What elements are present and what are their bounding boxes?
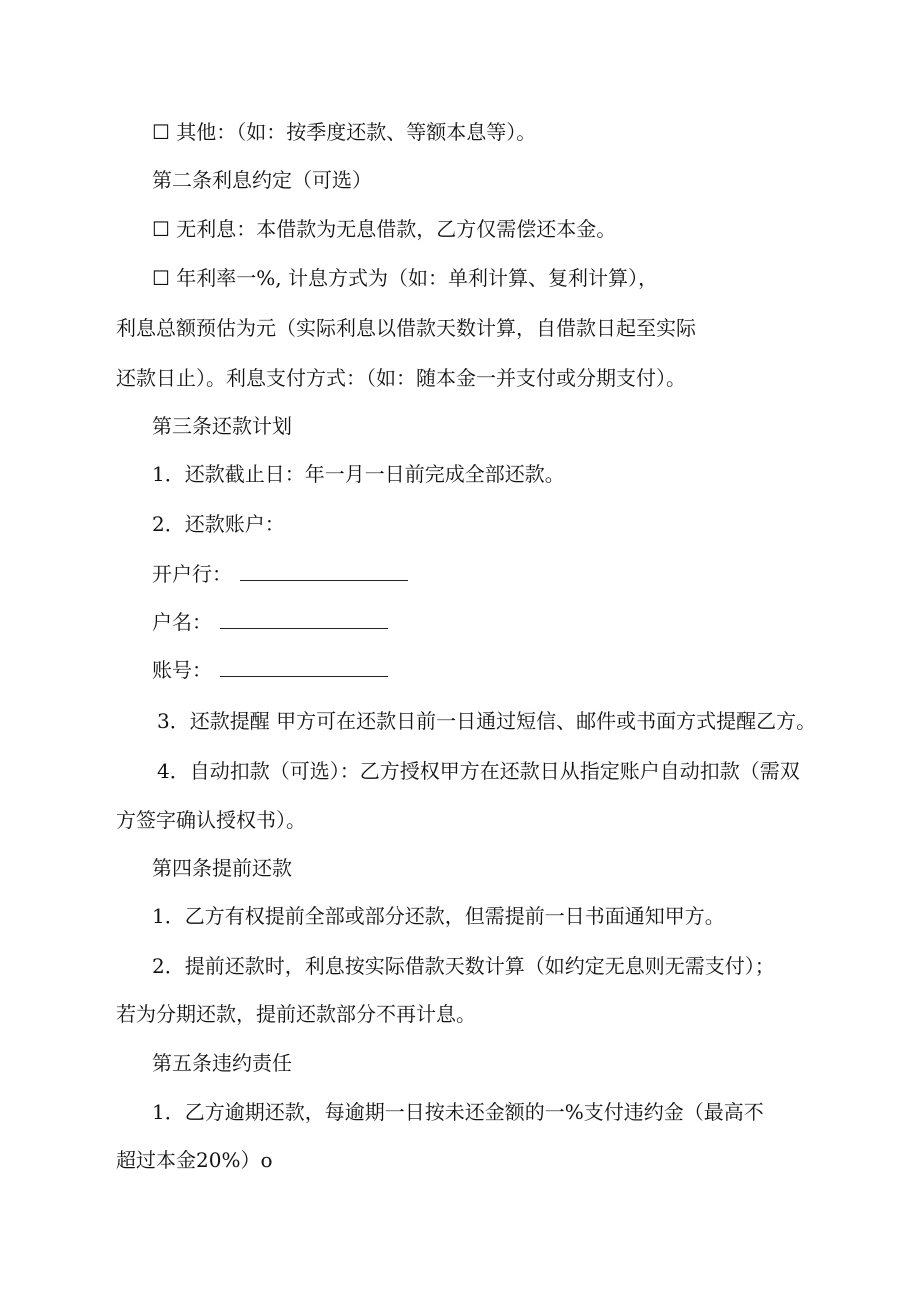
breach-1-line-1: 1．乙方逾期还款，每逾期一日按未还金额的一%支付违约金（最高不 [152,1100,764,1124]
early-repayment-2-line-1: 2．提前还款时，利息按实际借款天数计算（如约定无息则无需支付）； [152,954,775,978]
bank-field [152,560,408,588]
bank-blank [240,562,408,581]
account-holder-label: 户名： [152,610,212,634]
interest-payment-method: 还款日止）。利息支付方式：（如：随本金一并支付或分期支付）。 [116,366,686,390]
article-2-heading: 第二条利息约定（可选） [152,168,372,192]
repayment-deadline: 1．还款截止日：年一月一日前完成全部还款。 [152,462,565,486]
option-no-interest: ☐ 无利息：本借款为无息借款，乙方仅需偿还本金。 [152,217,617,241]
article-3-heading: 第三条还款计划 [152,414,292,438]
repayment-reminder: 3．还款提醒 甲方可在还款日前一日通过短信、邮件或书面方式提醒乙方。 [157,709,817,733]
account-number-label: 账号： [152,658,212,682]
breach-1-line-2: 超过本金20%）o [116,1148,273,1172]
account-number-blank [220,658,388,677]
auto-debit-line-2: 方签字确认授权书）。 [116,808,306,832]
early-repayment-1: 1．乙方有权提前全部或部分还款，但需提前一日书面通知甲方。 [152,904,725,928]
account-holder-blank [220,610,388,629]
early-repayment-2-line-2: 若为分期还款，提前还款部分不再计息。 [116,1002,476,1026]
interest-total-estimate: 利息总额预估为元（实际利息以借款天数计算，自借款日起至实际 [116,316,696,340]
bank-label: 开户行： [152,562,232,586]
account-holder-field [152,608,388,636]
article-4-heading: 第四条提前还款 [152,856,292,880]
auto-debit-line-1: 4．自动扣款（可选）：乙方授权甲方在还款日从指定账户自动扣款（需双 [157,759,800,783]
option-other: ☐ 其他：（如：按季度还款、等额本息等）。 [152,120,537,144]
repayment-account: 2．还款账户： [152,512,285,536]
article-5-heading: 第五条违约责任 [152,1051,292,1075]
account-number-field [152,656,388,684]
option-annual-rate: ☐ 年利率一%, 计息方式为（如：单利计算、复利计算）， [152,266,659,290]
